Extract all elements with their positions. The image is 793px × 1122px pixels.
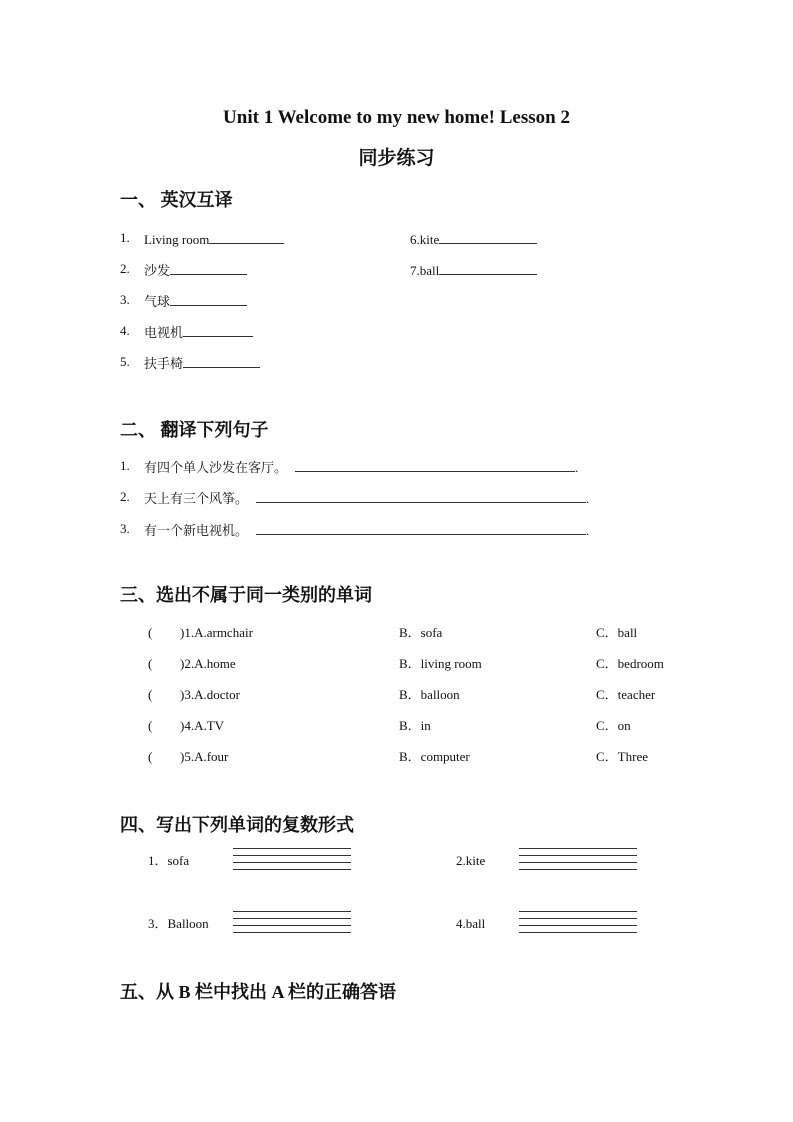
option-b: B．computer xyxy=(399,749,470,764)
item-number: 1. xyxy=(120,230,130,245)
section-4-heading: 四、写出下列单词的复数形式 xyxy=(120,815,354,835)
option-b: B．sofa xyxy=(399,625,443,640)
page-subtitle: 同步练习 xyxy=(358,148,435,169)
sentence-item[interactable]: 有一个新电视机。 . xyxy=(144,523,590,538)
section-2-heading: 二、 翻译下列句子 xyxy=(120,420,269,440)
item-number: 4. xyxy=(120,323,130,338)
vocab-item[interactable]: 电视机 xyxy=(144,324,253,339)
writing-lines[interactable] xyxy=(519,911,637,939)
option-b: B．in xyxy=(399,718,431,733)
answer-bracket[interactable]: ( xyxy=(148,718,153,733)
option-a: )1.A.armchair xyxy=(180,625,253,640)
vocab-item[interactable]: 7.ball xyxy=(410,262,537,277)
item-number: 1. xyxy=(120,458,130,473)
option-a: )3.A.doctor xyxy=(180,687,240,702)
plural-word: 2.kite xyxy=(456,853,486,868)
item-number: 3. xyxy=(120,292,130,307)
answer-bracket[interactable]: ( xyxy=(148,625,153,640)
section-5-heading: 五、从 B 栏中找出 A 栏的正确答语 xyxy=(120,982,397,1002)
option-c: C．bedroom xyxy=(596,656,664,671)
answer-bracket[interactable]: ( xyxy=(148,749,153,764)
answer-bracket[interactable]: ( xyxy=(148,687,153,702)
plural-word: 1．sofa xyxy=(148,853,190,868)
item-number: 2. xyxy=(120,261,130,276)
option-c: C．Three xyxy=(596,749,648,764)
vocab-item[interactable]: 气球 xyxy=(144,293,247,308)
vocab-item[interactable]: 6.kite xyxy=(410,231,537,246)
plural-word: 3．Balloon xyxy=(148,916,209,931)
writing-lines[interactable] xyxy=(233,911,351,939)
writing-lines[interactable] xyxy=(233,848,351,876)
option-b: B．living room xyxy=(399,656,482,671)
option-a: )4.A.TV xyxy=(180,718,225,733)
writing-lines[interactable] xyxy=(519,848,637,876)
sentence-item[interactable]: 天上有三个风筝。 . xyxy=(144,491,590,506)
option-c: C．on xyxy=(596,718,631,733)
option-a: )5.A.four xyxy=(180,749,229,764)
option-c: C．ball xyxy=(596,625,638,640)
option-c: C．teacher xyxy=(596,687,656,702)
vocab-item[interactable]: 沙发 xyxy=(144,262,247,277)
answer-bracket[interactable]: ( xyxy=(148,656,153,671)
item-number: 3. xyxy=(120,521,130,536)
section-3-heading: 三、选出不属于同一类别的单词 xyxy=(120,585,372,605)
option-a: )2.A.home xyxy=(180,656,236,671)
vocab-item[interactable]: 扶手椅 xyxy=(144,355,260,370)
sentence-item[interactable]: 有四个单人沙发在客厅。 . xyxy=(144,460,579,475)
plural-word: 4.ball xyxy=(456,916,486,931)
option-b: B．balloon xyxy=(399,687,460,702)
page-title: Unit 1 Welcome to my new home! Lesson 2 xyxy=(223,107,570,128)
section-1-heading: 一、 英汉互译 xyxy=(120,190,233,210)
vocab-item[interactable]: Living room xyxy=(144,231,284,246)
item-number: 2. xyxy=(120,489,130,504)
item-number: 5. xyxy=(120,354,130,369)
